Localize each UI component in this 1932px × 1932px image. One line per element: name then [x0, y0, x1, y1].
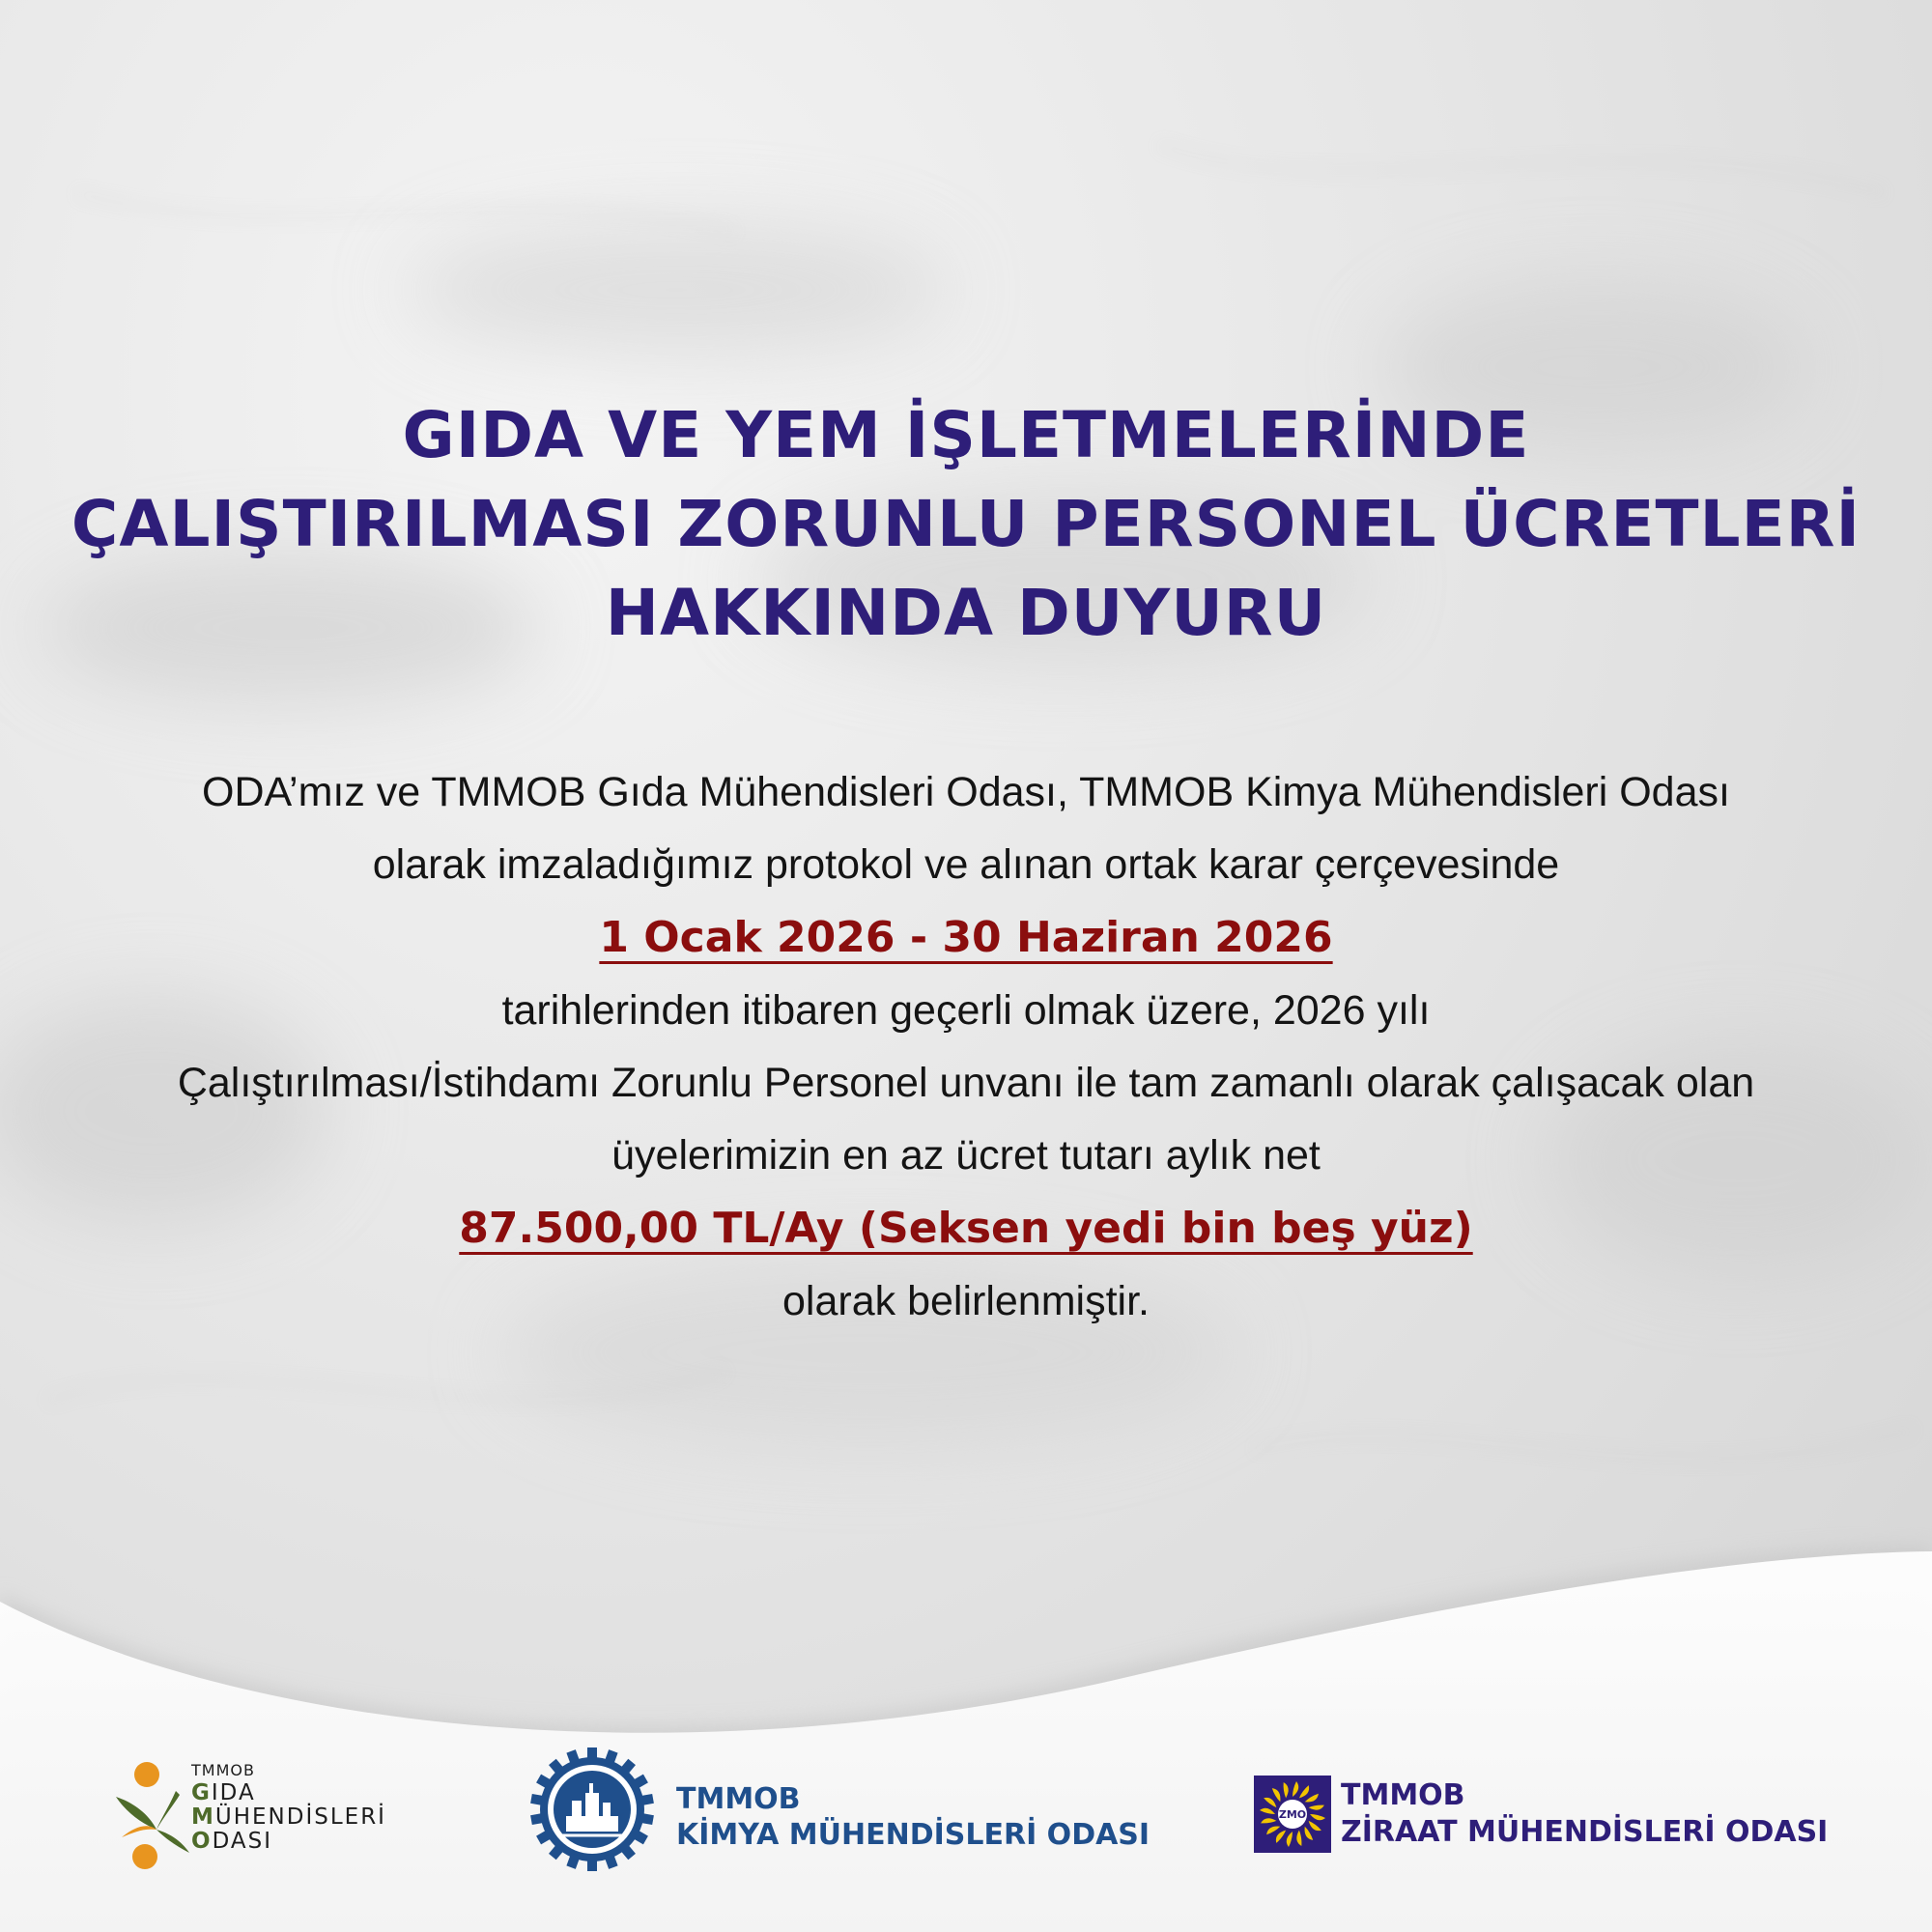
body-line-3: tarihlerinden itibaren geçerli olmak üzere, 2026 yılı	[501, 987, 1431, 1034]
date-range-highlight: 1 Ocak 2026 - 30 Haziran 2026	[599, 913, 1333, 962]
kimya-name-label: KİMYA MÜHENDİSLERİ ODASI	[676, 1818, 1151, 1852]
gida-row-3: DASI	[212, 1829, 272, 1854]
ziraat-name-label: ZİRAAT MÜHENDİSLERİ ODASI	[1341, 1815, 1829, 1849]
body-line-4: Çalıştırılması/İstihdamı Zorunlu Personel unvanı ile tam zamanlı olarak çalışacak olan	[177, 1060, 1755, 1106]
body-line-2: olarak imzaladığımız protokol ve alınan ortak karar çerçevesinde	[372, 841, 1560, 888]
title-line-2: ÇALIŞTIRILMASI ZORUNLU PERSONEL ÜCRETLERİ	[71, 487, 1861, 561]
gear-factory-icon	[529, 1747, 655, 1872]
body-line-1: ODA’mız ve TMMOB Gıda Mühendisleri Odası, TMMOB Kimya Mühendisleri Odası	[202, 769, 1730, 815]
logo-gida-muhendisleri	[114, 1758, 423, 1874]
gida-initial-g: G	[191, 1780, 212, 1805]
gida-row-2: ÜHENDİSLERİ	[214, 1804, 386, 1830]
kimya-tmmob-label: TMMOB	[676, 1782, 801, 1816]
gida-initial-o: O	[191, 1829, 213, 1854]
gida-tmmob-label: TMMOB	[191, 1761, 255, 1779]
salary-amount-highlight: 87.500,00 TL/Ay (Seksen yedi bin beş yüz)	[459, 1204, 1473, 1253]
title-line-3: HAKKINDA DUYURU	[605, 576, 1327, 650]
gida-initial-m: M	[191, 1804, 215, 1830]
body-line-5: üyelerimizin en az ücret tutarı aylık net	[611, 1132, 1321, 1179]
zmo-sun-icon	[1254, 1776, 1331, 1853]
logo-ziraat-muhendisleri	[1254, 1774, 1853, 1861]
zmo-badge-text: ZMO	[1278, 1808, 1307, 1821]
announcement-body	[0, 756, 1932, 1338]
announcement-title	[0, 391, 1932, 658]
gear-tooth	[587, 1858, 597, 1871]
ziraat-tmmob-label: TMMOB	[1341, 1778, 1465, 1812]
title-line-1: GIDA VE YEM İŞLETMELERİNDE	[402, 398, 1530, 472]
logo-kimya-muhendisleri	[529, 1747, 1151, 1882]
body-line-6: olarak belirlenmiştir.	[782, 1278, 1150, 1324]
gear-tooth	[587, 1747, 597, 1761]
gida-figure-icon	[114, 1758, 191, 1874]
gida-row-1: IDA	[211, 1780, 256, 1805]
